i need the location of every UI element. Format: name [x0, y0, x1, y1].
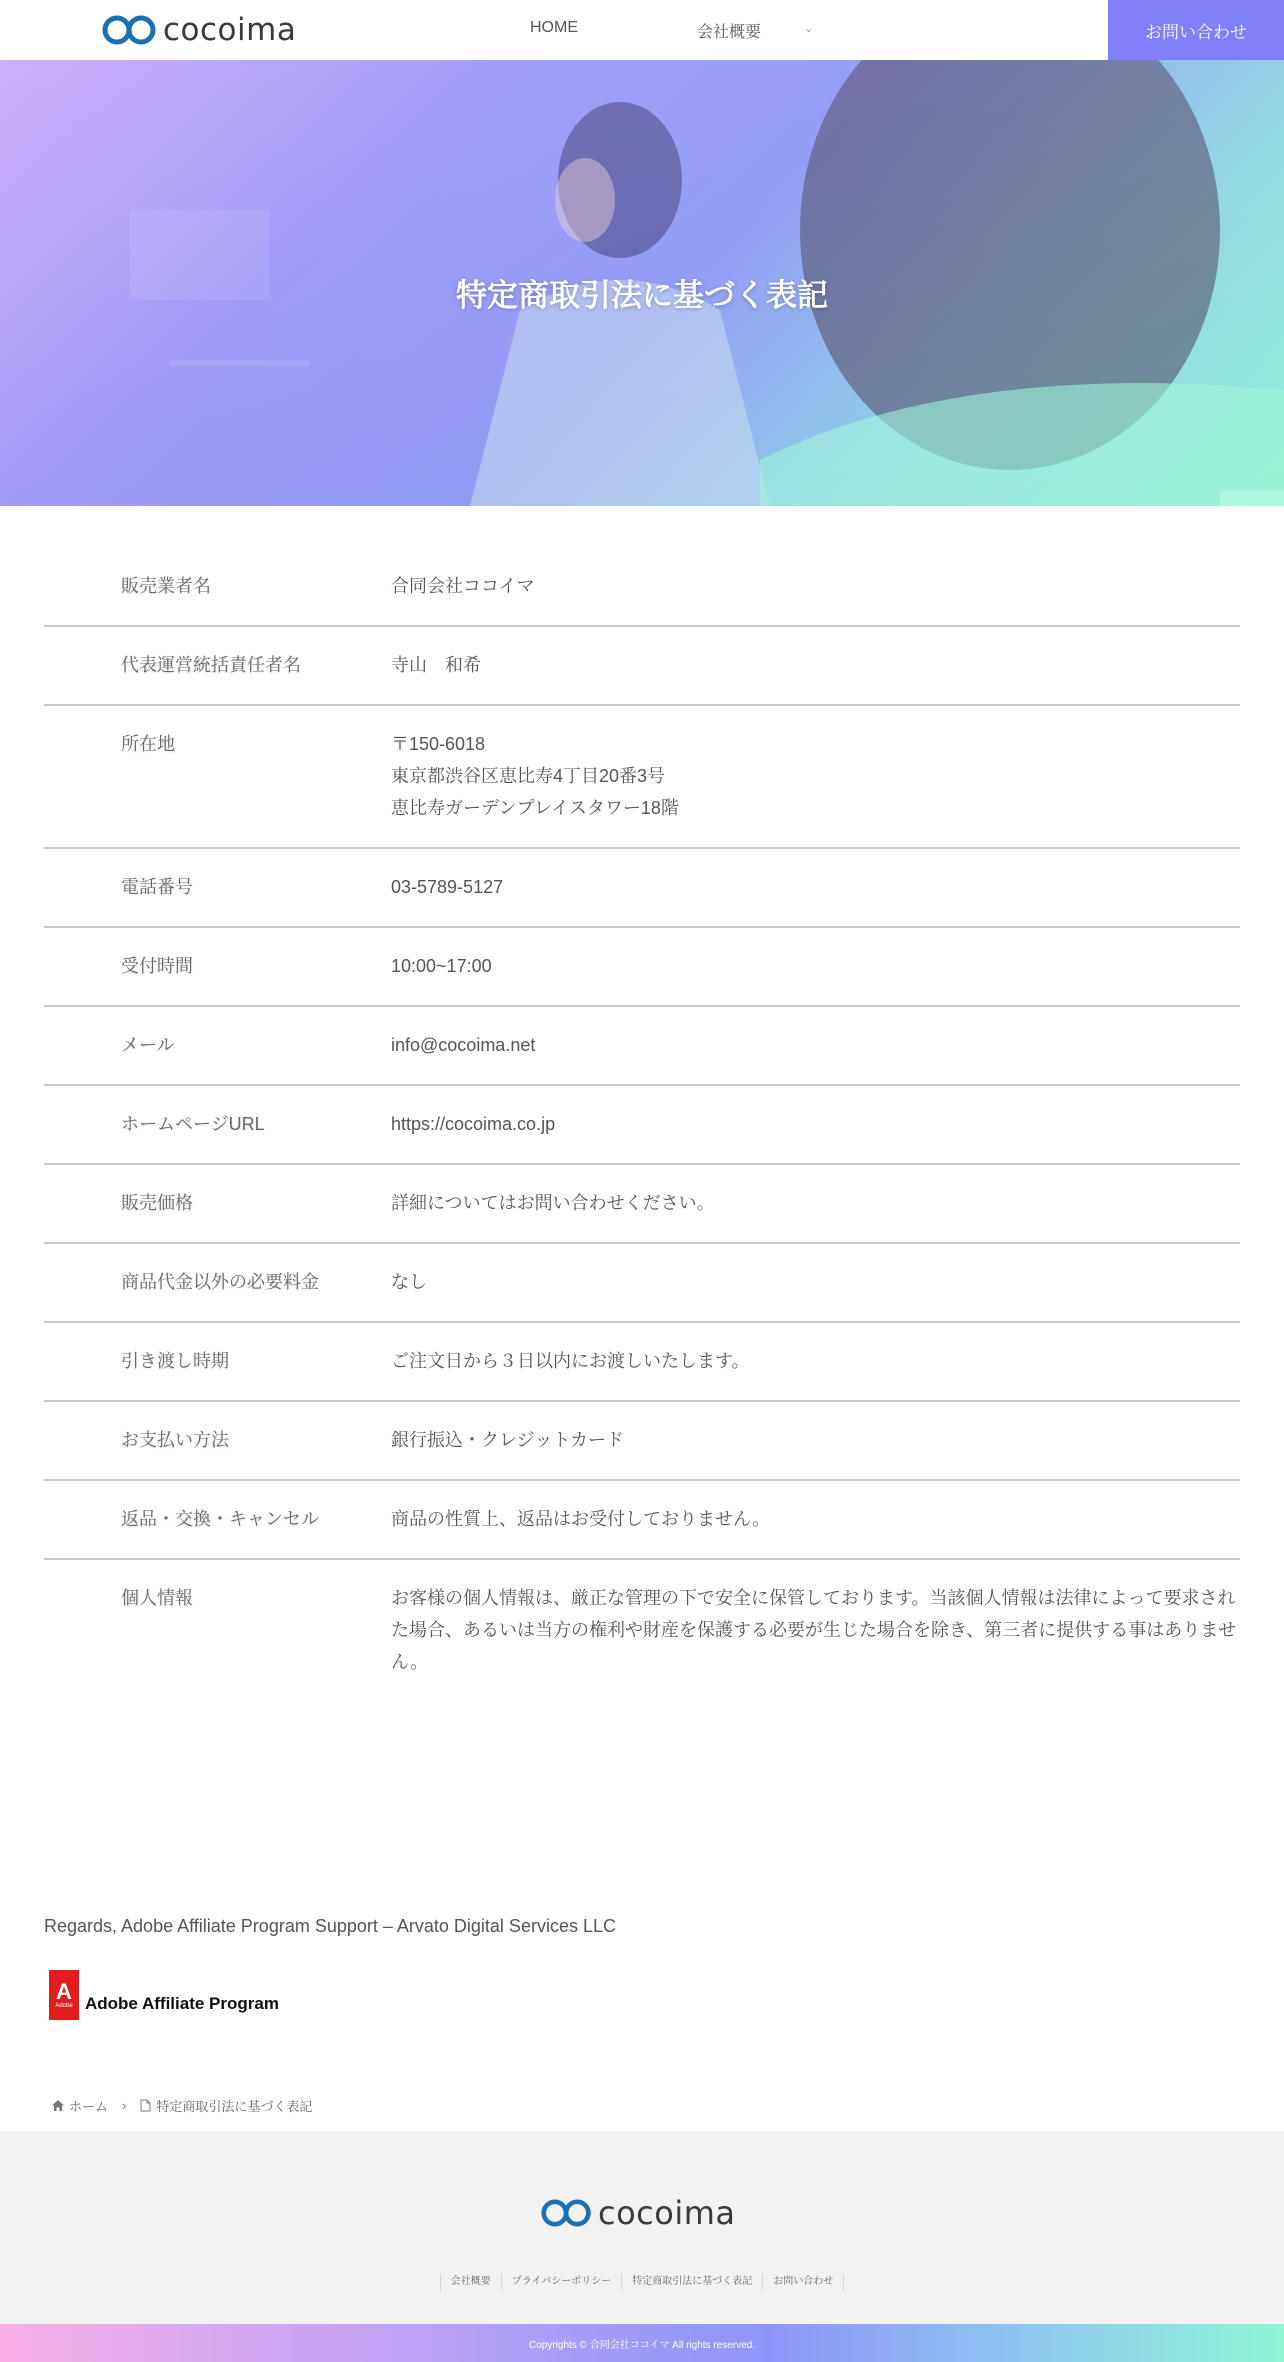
- row-label: 代表運営統括責任者名: [121, 655, 301, 675]
- adobe-affiliate-logo[interactable]: [49, 1970, 279, 2020]
- row-value: https://cocoima.co.jp: [391, 1114, 556, 1134]
- table-row: [44, 1402, 1240, 1481]
- logo-infinity-icon: [540, 2198, 594, 2228]
- row-label: お支払い方法: [121, 1430, 229, 1450]
- table-row: [44, 548, 1240, 627]
- hero-banner: [0, 60, 1284, 506]
- row-value: 寺山 和希: [391, 655, 481, 675]
- footer-link-legal[interactable]: 特定商取引法に基づく表記: [621, 2274, 762, 2290]
- footer-link-company[interactable]: 会社概要: [440, 2274, 501, 2290]
- adobe-affiliate-label: Adobe Affiliate Program: [85, 1994, 279, 2013]
- table-row: [44, 928, 1240, 1007]
- row-label: メール: [121, 1035, 175, 1055]
- chevron-right-icon: ›: [122, 2098, 127, 2113]
- copyright-bar: Copyrights © 合同会社ココイマ All rights reserved.: [0, 2324, 1284, 2362]
- affiliate-regards-text: Regards, Adobe Affiliate Program Support – Arvato Digital Services LLC: [44, 1916, 616, 1936]
- breadcrumb: [52, 2096, 312, 2115]
- logo-text: cocoima: [163, 12, 297, 48]
- row-label: 返品・交換・キャンセル: [121, 1509, 319, 1529]
- home-icon: [52, 2100, 64, 2111]
- nav-home[interactable]: HOME: [530, 19, 578, 36]
- chevron-down-icon[interactable]: ⌄: [804, 23, 814, 35]
- table-row: [44, 1323, 1240, 1402]
- row-label: 所在地: [121, 734, 175, 754]
- table-row: [44, 1086, 1240, 1165]
- table-row: [44, 849, 1240, 928]
- breadcrumb-current: 特定商取引法に基づく表記: [156, 2099, 313, 2114]
- row-value: info@cocoima.net: [391, 1035, 536, 1055]
- footer-logo-text: cocoima: [598, 2194, 736, 2232]
- row-value: 03-5789-5127: [391, 877, 504, 897]
- contact-button[interactable]: お問い合わせ: [1108, 0, 1284, 60]
- row-label: 受付時間: [121, 956, 193, 976]
- row-label: 商品代金以外の必要料金: [121, 1272, 319, 1292]
- row-value: ご注文日から３日以内にお渡しいたします。: [391, 1351, 750, 1371]
- table-row: [44, 706, 1240, 849]
- legal-info-table: [44, 548, 1240, 1701]
- page-title: 特定商取引法に基づく表記: [456, 278, 828, 313]
- row-label: 販売業者名: [121, 576, 211, 596]
- table-row: [44, 1165, 1240, 1244]
- table-row: [44, 1007, 1240, 1086]
- footer-link-privacy[interactable]: プライバシーポリシー: [501, 2274, 622, 2290]
- table-row: [44, 627, 1240, 706]
- breadcrumb-home[interactable]: ホーム: [69, 2099, 109, 2114]
- row-label: 電話番号: [121, 877, 193, 897]
- adobe-icon: A Adobe: [49, 1970, 79, 2020]
- row-label: 引き渡し時期: [121, 1351, 229, 1371]
- row-label: 販売価格: [121, 1193, 193, 1213]
- row-label: 個人情報: [121, 1588, 193, 1608]
- site-logo[interactable]: [101, 12, 296, 48]
- row-value: 商品の性質上、返品はお受付しておりません。: [391, 1509, 771, 1529]
- table-row: [44, 1244, 1240, 1323]
- page-icon: [140, 2099, 151, 2112]
- row-label: ホームページURL: [121, 1114, 265, 1134]
- row-value: 詳細についてはお問い合わせください。: [391, 1193, 715, 1213]
- row-value: 合同会社ココイマ: [391, 576, 535, 596]
- row-value: 〒150-6018 東京都渋谷区恵比寿4丁目20番3号 恵比寿ガーデンプレイスタワー18階: [391, 734, 679, 818]
- row-value: 銀行振込・クレジットカード: [391, 1430, 625, 1450]
- footer-logo[interactable]: [540, 2194, 736, 2232]
- logo-infinity-icon: [101, 14, 159, 46]
- row-value: なし: [391, 1272, 427, 1292]
- table-row: [44, 1560, 1240, 1701]
- site-footer: [0, 2131, 1284, 2324]
- row-value: お客様の個人情報は、厳正な管理の下で安全に保管しております。当該個人情報は法律によって要求された場合、あるいは当方の権利や財産を保護する必要が生じた場合を除き、第三者に提供する事はありません。: [391, 1588, 1237, 1672]
- footer-links: [0, 2274, 1284, 2290]
- site-header: [0, 0, 1284, 60]
- row-value: 10:00~17:00: [391, 956, 492, 976]
- footer-link-contact[interactable]: お問い合わせ: [762, 2274, 844, 2290]
- table-row: [44, 1481, 1240, 1560]
- nav-company[interactable]: 会社概要: [697, 24, 762, 41]
